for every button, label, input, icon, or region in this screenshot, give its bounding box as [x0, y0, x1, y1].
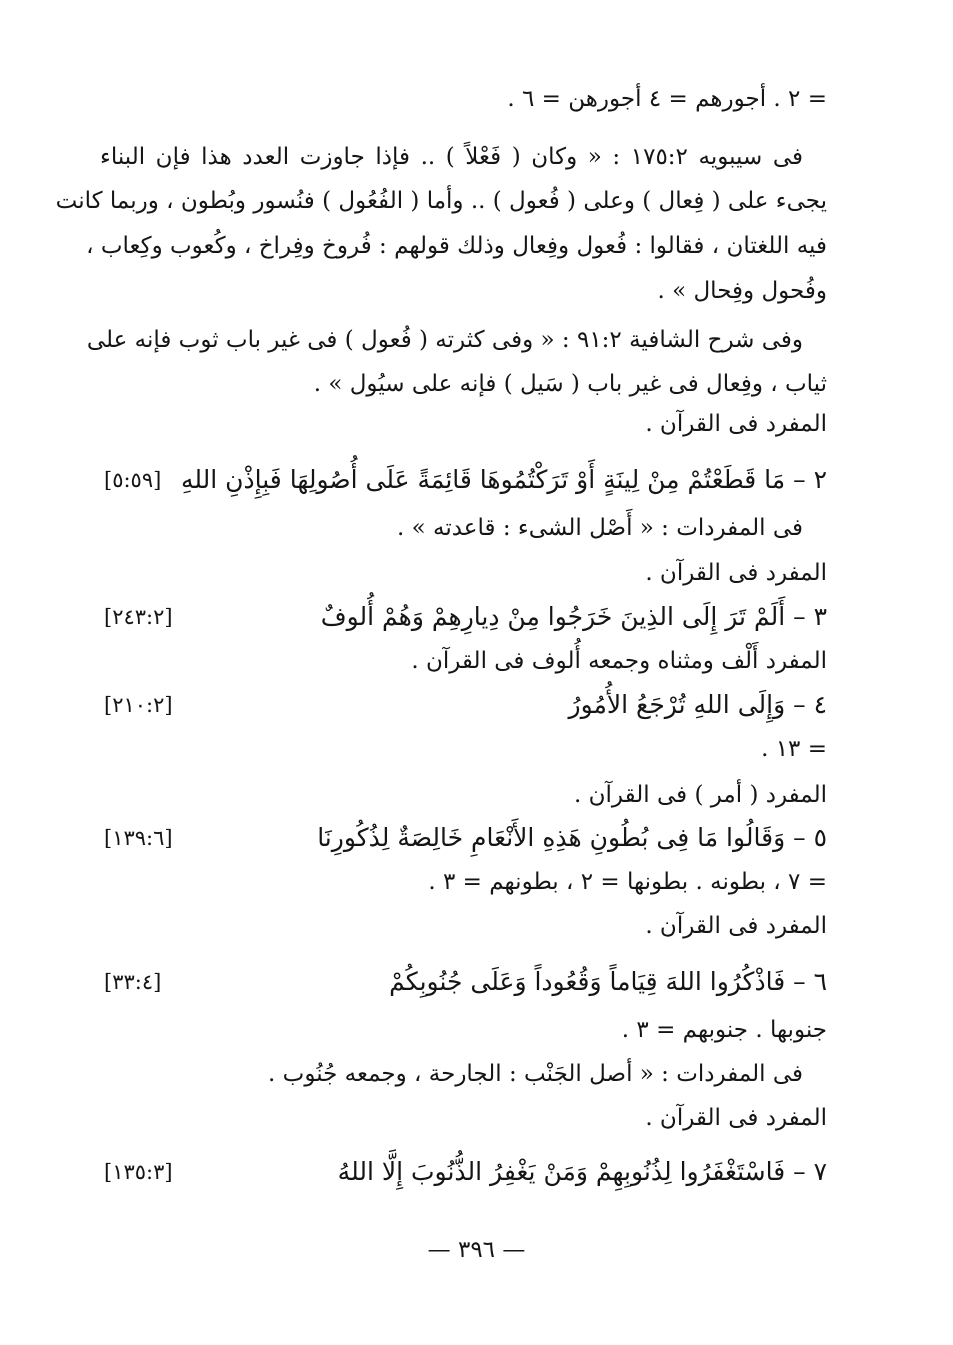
section-heading: المفرد ( أمر ) فى القرآن . — [574, 782, 827, 808]
text-line: فى المفردات : « أصل الجَنْب : الجارحة ، وجمعه جُنُوب . — [268, 1061, 803, 1087]
text-line: وفُحول وفِحال » . — [657, 278, 827, 304]
verse-reference: [٣٣:٤] — [104, 970, 162, 994]
verse-reference: [١٣٥:٣] — [104, 1160, 173, 1184]
text-line: جنوبها . جنوبهم = ٣ . — [621, 1017, 827, 1043]
quran-verse: ٥ – وَقَالُوا مَا فِى بُطُونِ هَذِهِ الأَنْعَامِ خَالِصَةٌ لِذُكُورِنَا — [317, 823, 827, 852]
text-line: = ١٣ . — [761, 736, 827, 762]
section-heading: المفرد فى القرآن . — [645, 1105, 827, 1131]
text-line: وفى شرح الشافية ٩١:٢ : « وفى كثرته ( فُعول ) فى غير باب ثوب فإنه على — [86, 327, 803, 353]
verse-reference: [٢١٠:٢] — [104, 693, 173, 717]
text-line: المفرد أَلْف ومثناه وجمعه أُلوف فى القرآن . — [411, 648, 827, 674]
text-line: ثياب ، وفِعال فى غير باب ( سَيل ) فإنه على سيُول » . — [313, 371, 827, 397]
quran-verse: ٧ – فَاسْتَغْفَرُوا لِذُنُوبِهِمْ وَمَنْ يَغْفِرُ الذُّنُوبَ إِلَّا اللهُ — [337, 1157, 827, 1186]
verse-reference: [٥:٥٩] — [104, 468, 162, 492]
text-line: يجىء على ( فِعال ) وعلى ( فُعول ) .. وأما ( الفُعُول ) فنُسور وبُطون ، وربما كانت — [55, 188, 827, 214]
quran-verse: ٤ – وَإِلَى اللهِ تُرْجَعُ الأُمُورُ — [568, 690, 827, 719]
text-line: = ٢ . أجورهم = ٤ أجورهن = ٦ . — [507, 86, 827, 112]
quran-verse: ٦ – فَاذْكُرُوا اللهَ قِيَاماً وَقُعُوداً وَعَلَى جُنُوبِكُمْ — [389, 967, 827, 996]
quran-verse: ٣ – أَلَمْ تَرَ إِلَى الذِينَ خَرَجُوا مِنْ دِيارِهِمْ وَهُمْ أُلوفٌ — [320, 602, 827, 631]
quran-verse: ٢ – مَا قَطَعْتُمْ مِنْ لِينَةٍ أَوْ تَرَكْتُمُوهَا قَائِمَةً عَلَى أُصُولِهَا فَبِإِذْنِ اللهِ — [180, 465, 827, 494]
section-heading: المفرد فى القرآن . — [645, 913, 827, 939]
text-line: فى المفردات : « أَصْل الشىء : قاعدته » . — [397, 515, 803, 541]
section-heading: المفرد فى القرآن . — [645, 560, 827, 586]
text-line: فيه اللغتان ، فقالوا : فُعول وفِعال وذلك قولهم : فُروخ وفِراخ ، وكُعوب وكِعاب ، — [86, 233, 827, 259]
verse-reference: [١٣٩:٦] — [104, 826, 173, 850]
text-line: = ٧ ، بطونه . بطونها = ٢ ، بطونهم = ٣ . — [428, 869, 827, 895]
section-heading: المفرد فى القرآن . — [645, 411, 827, 437]
page-number: — ٣٩٦ — — [427, 1237, 526, 1263]
verse-reference: [٢٤٣:٢] — [104, 605, 173, 629]
text-line: فى سيبويه ١٧٥:٢ : « وكان ( فَعْلاً ) .. فإذا جاوزت العدد هذا فإن البناء — [100, 144, 804, 170]
